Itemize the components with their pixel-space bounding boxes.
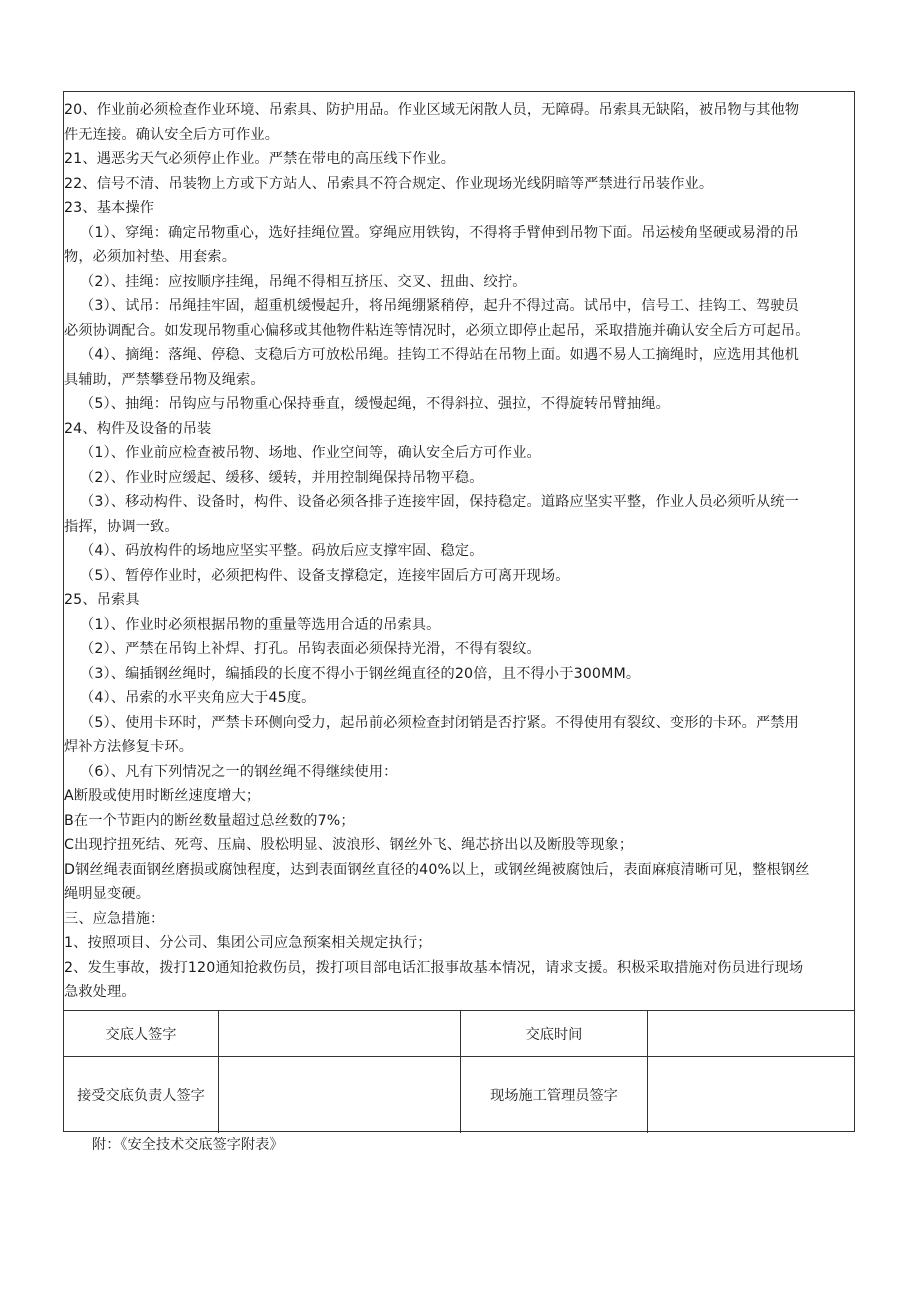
text-line: C出现拧扭死结、死弯、压扁、股松明显、波浪形、钢丝外飞、绳芯挤出以及断股等现象； <box>64 837 634 853</box>
text-line: 件无连接。确认安全后方可作业。 <box>64 126 280 143</box>
site-manager-label: 现场施工管理员签字 <box>490 1088 618 1104</box>
text-line: （1）、穿绳：确定吊物重心，选好挂绳位置。穿绳应用铁钩，不得将手臂伸到吊物下面。吊运棱角坚硬或易滑的吊 <box>80 224 799 241</box>
section-heading: 25、吊索具 <box>64 592 140 608</box>
text-line: 21、遇恶劣天气必须停止作业。严禁在带电的高压线下作业。 <box>64 151 456 167</box>
handover-person-field[interactable] <box>219 1011 460 1056</box>
section-heading: 24、构件及设备的吊装 <box>64 420 212 437</box>
text-line: A断股或使用时断丝速度增大； <box>64 788 261 804</box>
text-line: （4）、吊索的水平夹角应大于45度。 <box>80 690 316 706</box>
text-line: 焊补方法修复卡环。 <box>64 739 194 755</box>
text-line: （1）、作业时必须根据吊物的重量等选用合适的吊索具。 <box>80 616 441 633</box>
signature-table <box>64 1010 854 1133</box>
text-line: 2、发生事故，拨打120通知抢救伤员，拨打项目部电话汇报事故基本情况，请求支援。积极采取措施对伤员进行现场 <box>64 959 804 976</box>
signature-row <box>64 1011 854 1057</box>
signature-row <box>64 1057 854 1133</box>
text-line: 必须协调配合。如发现吊物重心偏移或其他物件粘连等情况时，必须立即停止起吊，采取措施并确认安全后方可起吊。 <box>64 322 810 339</box>
section-heading: 23、基本操作 <box>64 200 155 216</box>
handover-person-label: 交底人签字 <box>105 1026 177 1043</box>
handover-time-field[interactable] <box>648 1011 854 1056</box>
text-line: 急救处理。 <box>64 984 136 1000</box>
text-line: （2）、严禁在吊钩上补焊、打孔。吊钩表面必须保持光滑，不得有裂纹。 <box>80 641 541 657</box>
text-line: 22、信号不清、吊装物上方或下方站人、吊索具不符合规定、作业现场光线阴暗等严禁进行吊装作业。 <box>64 175 714 192</box>
receiver-label: 接受交底负责人签字 <box>77 1088 205 1104</box>
text-line: B在一个节距内的断丝数量超过总丝数的7%； <box>64 812 355 829</box>
text-line: （5）、使用卡环时，严禁卡环侧向受力，起吊前必须检查封闭销是否拧紧。不得使用有裂纹、变形的卡环。严禁用 <box>80 714 799 731</box>
text-line: （5）、暂停作业时，必须把构件、设备支撑稳定，连接牢固后方可离开现场。 <box>80 567 570 584</box>
document-frame <box>63 91 855 1132</box>
text-line: 绳明显变硬。 <box>64 886 151 902</box>
site-manager-signature-field[interactable] <box>648 1057 854 1133</box>
text-line: （3）、移动构件、设备时，构件、设备必须各排子连接牢固，保持稳定。道路应坚实平整，作业人员必须听从统一 <box>80 494 799 510</box>
text-line: 20、作业前必须检查作业环境、吊索具、防护用品。作业区域无闲散人员，无障碍。吊索具无缺陷，被吊物与其他物 <box>64 102 800 118</box>
text-line: （2）、作业时应缓起、缓移、缓转，并用控制绳保持吊物平稳。 <box>80 469 484 486</box>
text-line: 物，必须加衬垫、用套索。 <box>64 249 237 265</box>
text-line: （6）、凡有下列情况之一的钢丝绳不得继续使用： <box>80 763 398 780</box>
text-line: （3）、编插钢丝绳时，编插段的长度不得小于钢丝绳直径的20倍，且不得小于300MM。 <box>80 665 641 682</box>
text-line: （4）、摘绳：落绳、停稳、支稳后方可放松吊绳。挂钩工不得站在吊物上面。如遇不易人工摘绳时，应选用其他机 <box>80 347 799 363</box>
text-line: （4）、码放构件的场地应坚实平整。码放后应支撑牢固、稳定。 <box>80 543 484 559</box>
handover-time-label: 交底时间 <box>525 1026 583 1043</box>
text-line: （3）、试吊：吊绳挂牢固，超重机缓慢起升，将吊绳绷紧稍停，起升不得过高。试吊中，信号工、挂钩工、驾驶员 <box>80 298 799 314</box>
text-line: 具辅助，严禁攀登吊物及绳索。 <box>64 371 265 388</box>
text-line: D钢丝绳表面钢丝磨损或腐蚀程度，达到表面钢丝直径的40%以上，或钢丝绳被腐蚀后，表面麻痕清晰可见，整根钢丝 <box>64 861 810 878</box>
text-line: 指挥，协调一致。 <box>64 518 179 535</box>
attachment-note: 附：《安全技术交底签字附表》 <box>92 1137 284 1153</box>
receiver-signature-field[interactable] <box>219 1057 460 1133</box>
text-line: （2）、挂绳：应按顺序挂绳，吊绳不得相互挤压、交叉、扭曲、绞拧。 <box>80 273 527 290</box>
text-line: 1、按照项目、分公司、集团公司应急预案相关规定执行； <box>64 935 432 951</box>
section-heading: 三、应急措施： <box>64 910 165 927</box>
text-line: （5）、抽绳：吊钩应与吊物重心保持垂直，缓慢起绳，不得斜拉、强拉，不得旋转吊臂抽绳。 <box>80 396 670 412</box>
text-line: （1）、作业前应检查被吊物、场地、作业空间等，确认安全后方可作业。 <box>80 445 541 461</box>
